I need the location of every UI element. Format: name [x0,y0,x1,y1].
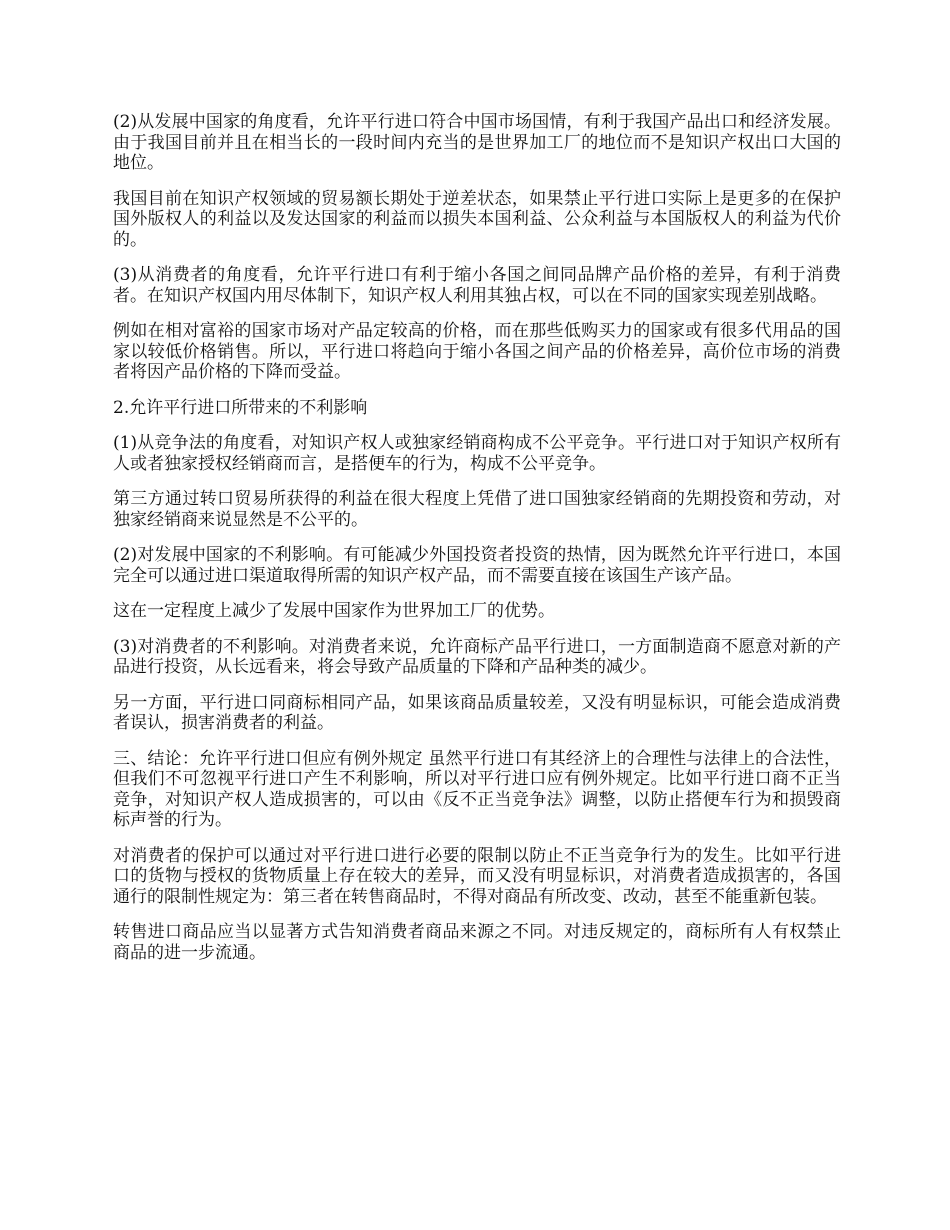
paragraph-competition-law: (1)从竞争法的角度看，对知识产权人或独家经销商构成不公平竞争。平行进口对于知识产权所有人或者独家授权经销商而言，是搭便车的行为，构成不公平竞争。 [113,433,841,474]
paragraph-price-example: 例如在相对富裕的国家市场对产品定较高的价格，而在那些低购买力的国家或有很多代用品的国家以较低价格销售。所以，平行进口将趋向于缩小各国之间产品的价格差异，高价位市场的消费者将因产品价格的下降而受益。 [113,321,841,382]
paragraph-developing-country-view: (2)从发展中国家的角度看，允许平行进口符合中国市场国情，有利于我国产品出口和经济发展。由于我国目前并且在相当长的一段时间内充当的是世界加工厂的地位而不是知识产权出口大国的地位。 [113,112,841,173]
document-page [113,112,841,963]
paragraph-resale-notice: 转售进口商品应当以显著方式告知消费者商品来源之不同。对违反规定的，商标所有人有权禁止商品的进一步流通。 [113,922,841,963]
paragraph-consumer-confusion: 另一方面，平行进口同商标相同产品，如果该商品质量较差，又没有明显标识，可能会造成消费者误认，损害消费者的利益。 [113,692,841,733]
paragraph-consumer-protection: 对消费者的保护可以通过对平行进口进行必要的限制以防止不正当竞争行为的发生。比如平行进口的货物与授权的货物质量上存在较大的差异，而又没有明显标识，对消费者造成损害的，各国通行的限制性规定为：第三者在转售商品时，不得对商品有所改变、改动，甚至不能重新包装。 [113,845,841,907]
paragraph-developing-country-harm: (2)对发展中国家的不利影响。有可能减少外国投资者投资的热情，因为既然允许平行进口，本国完全可以通过进口渠道取得所需的知识产权产品，而不需要直接在该国生产该产品。 [113,545,841,586]
paragraph-third-party-benefit: 第三方通过转口贸易所获得的利益在很大程度上凭借了进口国独家经销商的先期投资和劳动，对独家经销商来说显然是不公平的。 [113,489,841,530]
paragraph-consumer-view: (3)从消费者的角度看，允许平行进口有利于缩小各国之间同品牌产品价格的差异，有利于消费者。在知识产权国内用尽体制下，知识产权人利用其独占权，可以在不同的国家实现差别战略。 [113,265,841,306]
paragraph-trade-deficit: 我国目前在知识产权领域的贸易额长期处于逆差状态，如果禁止平行进口实际上是更多的在保护国外版权人的利益以及发达国家的利益而以损失本国利益、公众利益与本国版权人的利益为代价的。 [113,188,841,250]
paragraph-consumer-harm: (3)对消费者的不利影响。对消费者来说，允许商标产品平行进口，一方面制造商不愿意对新的产品进行投资，从长远看来，将会导致产品质量的下降和产品种类的减少。 [113,636,841,677]
section-heading-adverse-effects: 2.允许平行进口所带来的不利影响 [113,397,368,418]
paragraph-factory-advantage: 这在一定程度上减少了发展中国家作为世界加工厂的优势。 [113,601,555,621]
paragraph-conclusion: 三、结论：允许平行进口但应有例外规定 虽然平行进口有其经济上的合理性与法律上的合法性，但我们不可忽视平行进口产生不利影响，所以对平行进口应有例外规定。比如平行进口商不正当竞争，对知识产权人造成损害的，可以由《反不正当竞争法》调整，以防止搭便车行为和损毁商标声誉的行为。 [113,748,841,830]
